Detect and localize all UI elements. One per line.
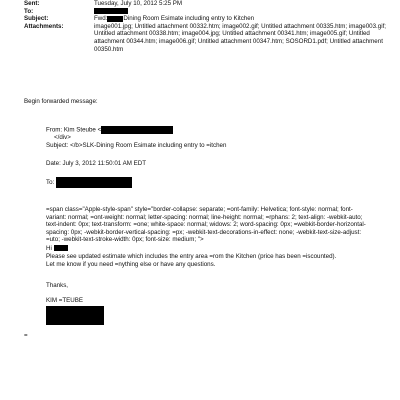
- attachments-label: Attachments:: [24, 22, 64, 30]
- body-line-2: Let me know if you need =nything else or have any questions.: [46, 260, 216, 268]
- attachments-row: [24, 23, 394, 53]
- greeting: [46, 245, 68, 253]
- sent-label: Sent:: [24, 0, 40, 7]
- redacted-recipient: [94, 8, 128, 14]
- greeting-text: Hi: [46, 245, 52, 252]
- sent-value: Tuesday, July 10, 2012 5:25 PM: [94, 0, 183, 7]
- forwarded-subject-line: Subject: </b>SLK-Dining Room Esimate including entry to =itchen: [46, 141, 227, 149]
- signature-block: [46, 297, 104, 325]
- redacted-subject-part: [107, 16, 123, 22]
- attachments-list[interactable]: image001.jpg; Untitled attachment 00332.htm; image002.gif; Untitled attachment 00335.htm; image003.gif; Untitled attachment 00338.htm; image004.jpg; Untitled attachment 00341.htm; image005.gif; Untitled attachment 00344.htm; image006.gif; Untitled attachment 00347.htm; SOSORD1.pdf; Untitled attachment 00350.htm: [94, 22, 387, 53]
- redacted-greeting-name: [54, 245, 68, 251]
- redacted-signature-details: [46, 306, 104, 325]
- redacted-sender-email: [101, 126, 173, 134]
- subject-label: Subject:: [24, 15, 49, 23]
- to-row: [24, 8, 394, 16]
- thanks-line: Thanks,: [46, 282, 69, 289]
- subject-text: Dining Room Esimate including entry to Kitchen: [123, 15, 255, 23]
- email-header: [24, 0, 394, 53]
- div-close-line: </div>: [54, 134, 71, 142]
- sent-row: [24, 0, 394, 8]
- message-body: [46, 253, 366, 268]
- subject-row: [24, 15, 394, 23]
- forwarded-from-block: [46, 126, 226, 149]
- to-label: To:: [24, 7, 34, 15]
- from-line: From: Kim Steube <: [46, 126, 102, 134]
- forwarded-to-row: [46, 177, 132, 188]
- body-line-1: Please see updated estimate which includes the entry area =rom the Kitchen (price has been =iscounted).: [46, 253, 337, 260]
- html-span-residue: =span class="Apple-style-span" style="border-collapse: separate; =ont-family: Helvetica; font-style: normal; font-variant: normal; =ont-weight: normal; letter-spacing: normal; line-height: normal; =rphans: 2; text-align: -webkit-auto; text-indent: 0px; text-transform: =one; white-space: normal; widows: 2; word-spacing: 0px; =webkit-border-horizontal-spacing: 0px; -webkit-border-vertical-spacing: =px; -webkit-text-decorations-in-effect: none; -webkit-text-size-adjust: =uto; -webkit-text-stroke-width: 0px; font-size: medium; ">: [46, 206, 366, 244]
- forwarded-to-label: To:: [46, 179, 55, 187]
- subject-prefix: Fwd:: [94, 15, 108, 23]
- begin-forwarded-label: Begin forwarded message:: [24, 98, 98, 105]
- redacted-forwarded-recipient: [56, 177, 132, 188]
- forwarded-date-line: Date: July 3, 2012 11:50:01 AM EDT: [46, 160, 146, 167]
- signature-name: KIM =TEUBE: [46, 297, 83, 304]
- trailing-equals: =: [24, 332, 28, 339]
